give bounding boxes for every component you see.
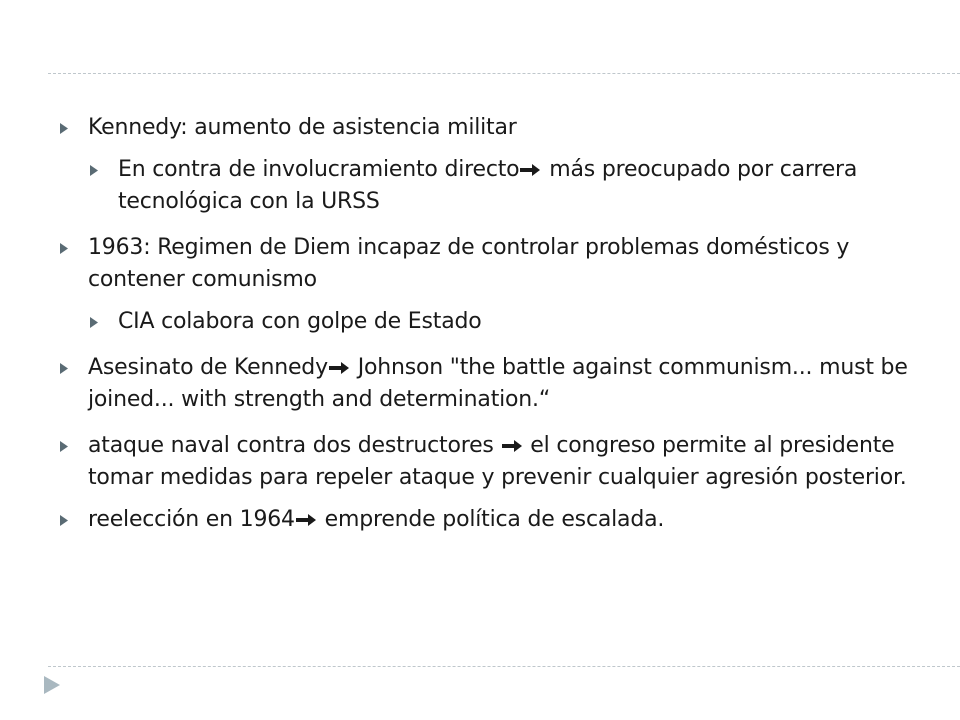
bullet-text: Kennedy: aumento de asistencia militar	[88, 115, 517, 140]
bullet-text-continued: más preocupado por carrera tecnológica con la URSS	[118, 157, 858, 214]
bullet-text: reelección en 1964	[88, 507, 295, 532]
right-arrow-icon	[296, 513, 316, 527]
bullet-item-reeleccion	[58, 504, 908, 536]
bullet-text-continued: Johnson "the battle against communism... must be joined... with strength and determination.“	[88, 355, 908, 412]
triangle-bullet-icon	[90, 317, 98, 328]
bullet-list	[58, 112, 908, 536]
triangle-bullet-icon	[60, 515, 68, 526]
triangle-bullet-icon	[90, 165, 98, 176]
triangle-bullet-icon	[60, 441, 68, 452]
corner-triangle-icon	[44, 676, 60, 694]
bullet-item-contra	[58, 154, 908, 218]
triangle-bullet-icon	[60, 363, 68, 374]
bullet-text-continued: emprende política de escalada.	[317, 507, 665, 532]
bullet-item-cia	[58, 306, 908, 338]
bottom-divider	[48, 666, 960, 667]
bullet-item-1963	[58, 232, 908, 296]
right-arrow-icon	[502, 439, 522, 453]
bullet-item-ataque	[58, 430, 908, 494]
bullet-text: ataque naval contra dos destructores	[88, 433, 501, 458]
right-arrow-icon	[520, 163, 540, 177]
bullet-text: Asesinato de Kennedy	[88, 355, 328, 380]
bullet-text: En contra de involucramiento directo	[118, 157, 520, 182]
right-arrow-icon	[329, 361, 349, 375]
triangle-bullet-icon	[60, 243, 68, 254]
top-divider	[48, 73, 960, 74]
bullet-text-continued: el congreso permite al presidente tomar medidas para repeler ataque y prevenir cualquier agresión posterior.	[88, 433, 907, 490]
bullet-item-asesinato	[58, 352, 908, 416]
bullet-item-kennedy	[58, 112, 908, 144]
triangle-bullet-icon	[60, 123, 68, 134]
bullet-text: 1963: Regimen de Diem incapaz de controlar problemas domésticos y contener comunismo	[88, 235, 850, 292]
bullet-text: CIA colabora con golpe de Estado	[118, 309, 482, 334]
